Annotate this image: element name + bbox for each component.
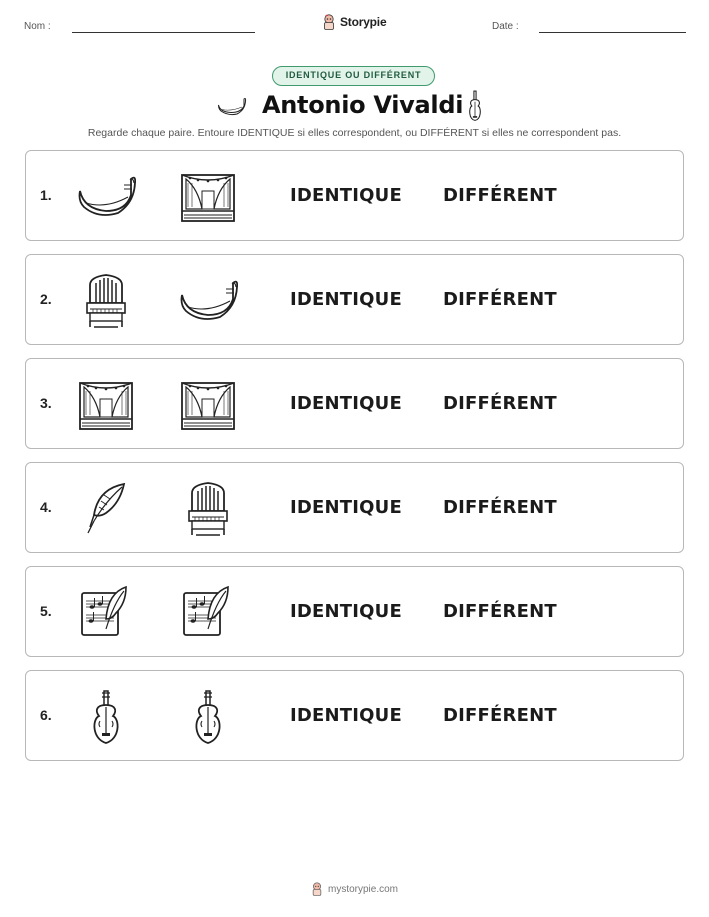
- storypie-mascot-icon: [322, 14, 336, 30]
- choice-identique[interactable]: IDENTIQUE: [290, 497, 402, 518]
- violin-icon: [178, 689, 238, 745]
- choice-identique[interactable]: IDENTIQUE: [290, 601, 402, 622]
- name-label: Nom :: [24, 21, 51, 32]
- choice-identique[interactable]: IDENTIQUE: [290, 289, 402, 310]
- row-number: 1.: [40, 187, 52, 203]
- theater-icon: [178, 169, 238, 225]
- brand-name: Storypie: [340, 15, 387, 29]
- worksheet-header: [0, 0, 709, 40]
- choice-different[interactable]: DIFFÉRENT: [443, 497, 557, 518]
- worksheet-type-badge: IDENTIQUE OU DIFFÉRENT: [272, 66, 435, 86]
- date-line[interactable]: [539, 32, 686, 33]
- footer-url[interactable]: mystorypie.com: [327, 883, 398, 895]
- instructions: Regarde chaque paire. Entoure IDENTIQUE si elles correspondent, ou DIFFÉRENT si elles ne correspondent pas.: [87, 127, 622, 139]
- page-title: Antonio Vivaldi: [262, 91, 464, 119]
- choice-different[interactable]: DIFFÉRENT: [443, 601, 557, 622]
- exercise-row: [25, 566, 684, 657]
- violin-icon: [466, 90, 484, 122]
- name-line[interactable]: [72, 32, 255, 33]
- brand-logo: [322, 13, 386, 31]
- quill-icon: [76, 481, 136, 537]
- row-number: 4.: [40, 499, 52, 515]
- row-number: 3.: [40, 395, 52, 411]
- row-number: 6.: [40, 707, 52, 723]
- choice-different[interactable]: DIFFÉRENT: [443, 705, 557, 726]
- choice-different[interactable]: DIFFÉRENT: [443, 185, 557, 206]
- theater-icon: [76, 377, 136, 433]
- footer: [0, 880, 709, 898]
- sheet-music-icon: [178, 585, 238, 641]
- exercise-row: [25, 254, 684, 345]
- exercise-row: [25, 358, 684, 449]
- exercise-row: [25, 150, 684, 241]
- choice-identique[interactable]: IDENTIQUE: [290, 393, 402, 414]
- choice-different[interactable]: DIFFÉRENT: [443, 393, 557, 414]
- title-row: [0, 90, 709, 124]
- gondola-icon: [178, 273, 238, 329]
- theater-icon: [178, 377, 238, 433]
- sheet-music-icon: [76, 585, 136, 641]
- choice-different[interactable]: DIFFÉRENT: [443, 289, 557, 310]
- storypie-mascot-icon: [311, 882, 323, 896]
- gondola-icon: [216, 96, 248, 116]
- row-number: 5.: [40, 603, 52, 619]
- exercise-row: [25, 670, 684, 761]
- choice-identique[interactable]: IDENTIQUE: [290, 185, 402, 206]
- row-number: 2.: [40, 291, 52, 307]
- choice-identique[interactable]: IDENTIQUE: [290, 705, 402, 726]
- date-label: Date :: [492, 21, 519, 32]
- organ-icon: [178, 481, 238, 537]
- gondola-icon: [76, 169, 136, 225]
- violin-icon: [76, 689, 136, 745]
- exercise-row: [25, 462, 684, 553]
- organ-icon: [76, 273, 136, 329]
